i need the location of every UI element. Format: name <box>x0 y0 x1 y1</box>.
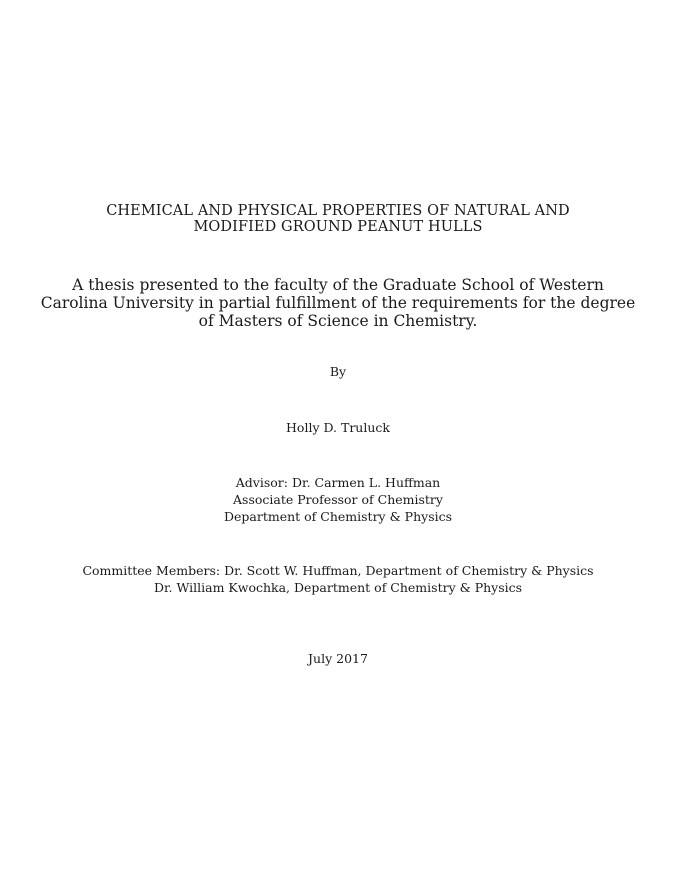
committee-member-1: Committee Members: Dr. Scott W. Huffman, Department of Chemistry & Physics <box>82 563 594 578</box>
thesis-statement-line-1: A thesis presented to the faculty of the Graduate School of Western <box>72 276 604 294</box>
advisor-title: Associate Professor of Chemistry <box>233 492 443 507</box>
advisor-department: Department of Chemistry & Physics <box>223 509 453 524</box>
thesis-statement-line-3: of Masters of Science in Chemistry. <box>198 312 478 330</box>
thesis-title <box>0 203 676 235</box>
author-name: Holly D. Truluck <box>286 420 390 435</box>
submission-date: July 2017 <box>308 651 368 666</box>
advisor-block <box>0 474 676 525</box>
committee-block <box>0 562 676 596</box>
advisor-name: Advisor: Dr. Carmen L. Huffman <box>235 475 441 490</box>
thesis-statement <box>0 276 676 330</box>
thesis-statement-line-2: Carolina University in partial fulfillment of the requirements for the degree <box>40 294 636 312</box>
thesis-title-line-1: CHEMICAL AND PHYSICAL PROPERTIES OF NATURAL AND <box>106 203 570 219</box>
by-label: By <box>329 364 347 379</box>
committee-member-2: Dr. William Kwochka, Department of Chemistry & Physics <box>153 580 523 595</box>
thesis-title-line-2: MODIFIED GROUND PEANUT HULLS <box>193 219 483 235</box>
